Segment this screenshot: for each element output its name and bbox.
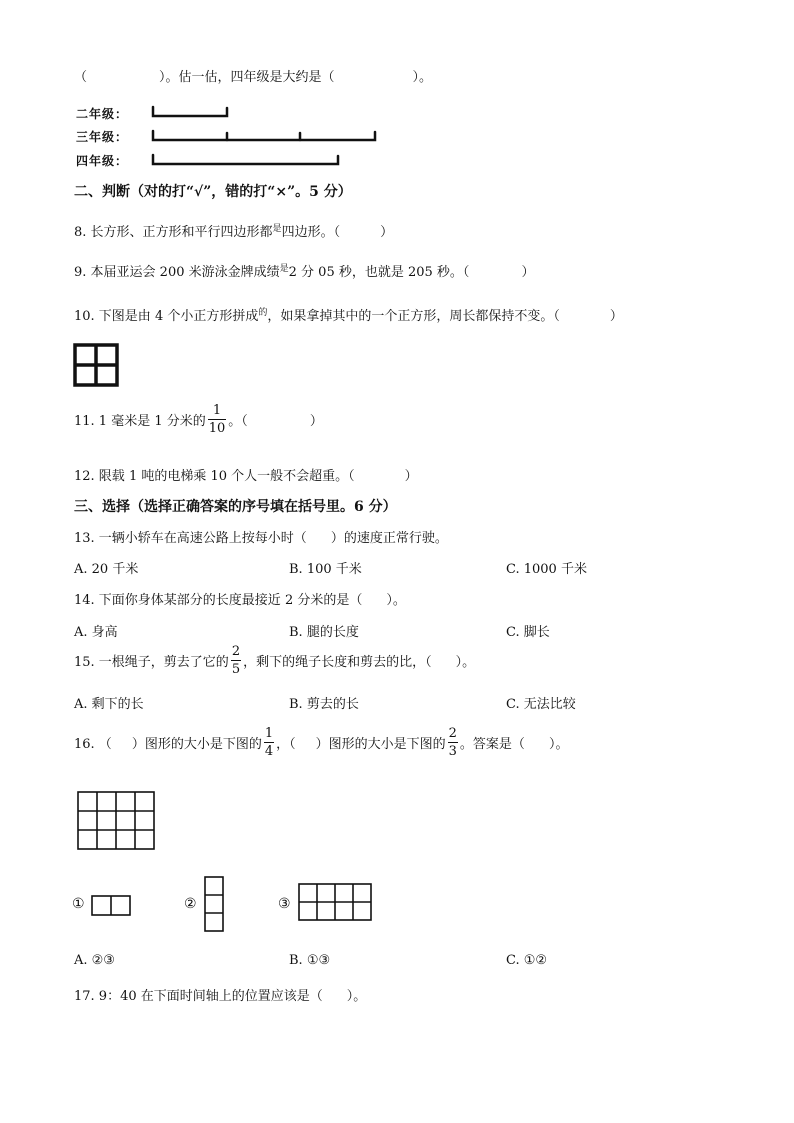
question-12: 12. 限载 1 吨的电梯乘 10 个人一般不会超重。（ ） (74, 469, 418, 484)
q14-option-c[interactable]: C. 脚长 (506, 625, 550, 640)
q14-option-b[interactable]: B. 腿的长度 (289, 625, 359, 640)
shape-3-label: ③ (278, 896, 291, 912)
question-15: 15. 一根绳子，剪去了它的 $\frac{2}{5}$ ，剩下的绳子长度和剪去的比，（ ）。 (74, 644, 476, 677)
section-2-heading: 二、判断（对的打“√”，错的打“×”。5 分） (74, 184, 352, 200)
question-10: 10. 下图是由 4 个小正方形拼成$^的$，如果拿掉其中的一个正方形，周长都保持不变。（ ） (74, 308, 623, 324)
question-14: 14. 下面你身体某部分的长度最接近 2 分米的是（ ）。 (74, 593, 406, 608)
grade-3-label: 三年级： (76, 130, 129, 144)
q16-option-b[interactable]: B. ①③ (289, 953, 331, 968)
question-16: 16. （ ）图形的大小是下图的 $\frac{1}{4}$ ，（ ）图形的大小是下图的 $\frac{2}{3}$ 。答案是（ ）。 (74, 726, 569, 759)
q15-option-a[interactable]: A. 剩下的长 (74, 697, 144, 712)
fraction-1-4: $\frac{1}{4}$ (264, 726, 274, 759)
question-13: 13. 一辆小轿车在高速公路上按每小时（ ）的速度正常行驶。 (74, 531, 448, 546)
grade-2-label: 二年级： (76, 107, 129, 121)
fraction-1-10: $\frac{1}{10}$ (208, 403, 226, 436)
question-7-tail: （ ）。估一估，四年级是大约是（ ）。 (74, 70, 433, 85)
q15-option-c[interactable]: C. 无法比较 (506, 697, 576, 712)
question-9: 9. 本届亚运会 200 米游泳金牌成绩$^是$2 分 05 秒，也就是 205 秒。（ ） (74, 264, 535, 280)
q16-option-c[interactable]: C. ①② (506, 953, 548, 968)
q16-option-a[interactable]: A. ②③ (74, 953, 115, 968)
q13-option-c[interactable]: C. 1000 千米 (506, 562, 587, 577)
question-8: 8. 长方形、正方形和平行四边形都$^是$四边形。（ ） (74, 224, 394, 240)
question-17: 17. 9：40 在下面时间轴上的位置应该是（ ）。 (74, 989, 367, 1004)
fraction-2-5: $\frac{2}{5}$ (231, 644, 241, 677)
q13-option-a[interactable]: A. 20 千米 (74, 562, 139, 577)
section-3-heading: 三、选择（选择正确答案的序号填在括号里。6 分） (74, 499, 397, 515)
shape-1-label: ① (72, 896, 85, 912)
fraction-2-3: $\frac{2}{3}$ (448, 726, 457, 759)
q15-option-b[interactable]: B. 剪去的长 (289, 697, 359, 712)
q13-option-b[interactable]: B. 100 千米 (289, 562, 362, 577)
shape-2-label: ② (184, 896, 197, 912)
q14-option-a[interactable]: A. 身高 (74, 625, 118, 640)
question-11: 11. 1 毫米是 1 分米的 $\frac{1}{10}$ 。（ ） (74, 403, 323, 436)
grade-4-label: 四年级： (76, 154, 129, 168)
